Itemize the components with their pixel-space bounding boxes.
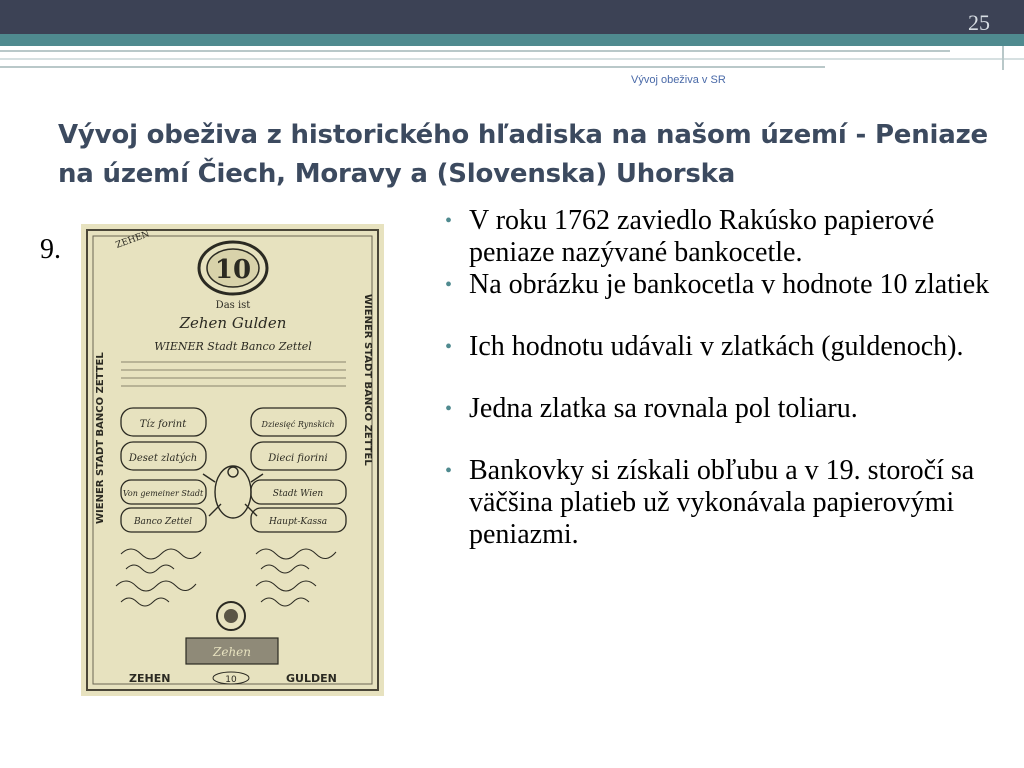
bullet-item [443, 393, 1003, 425]
banknote-image [81, 224, 384, 696]
decor-line [0, 50, 950, 52]
bullet-icon: • [445, 274, 453, 296]
item-number: 9. [40, 234, 61, 265]
banknote-box2: Dziesięć Rynskich [261, 420, 335, 429]
slide-footer-title: Vývoj obeživa v SR [631, 74, 726, 86]
banknote-bottom-right: GULDEN [286, 672, 337, 685]
banknote-denomination: 10 [214, 255, 252, 285]
bullet-text: Bankovky si získali obľubu a v 19. storočí sa väčšina platieb už vykonávala papierovými peniazmi. [469, 455, 975, 550]
banknote-plate-text: Zehen [213, 645, 251, 659]
bullet-item [443, 205, 1003, 269]
bullet-text: Jedna zlatka sa rovnala pol toliaru. [469, 393, 858, 424]
banknote-box5: Von gemeiner Stadt [122, 489, 204, 498]
banknote-line3: WIENER Stadt Banco Zettel [154, 340, 312, 353]
decor-line [0, 58, 1024, 60]
bullet-item [443, 269, 1003, 301]
banknote-bottom-left: ZEHEN [129, 672, 171, 685]
decor-line [0, 66, 825, 68]
slide-top-bar [0, 0, 1024, 34]
bullet-icon: • [445, 398, 453, 420]
banknote-box8: Haupt-Kassa [268, 517, 328, 527]
bullet-text: V roku 1762 zaviedlo Rakúsko papierové peniaze nazývané bankocetle. [469, 205, 935, 268]
banknote-line2: Zehen Gulden [179, 314, 287, 332]
slide-title: Vývoj obeživa z historického hľadiska na našom území - Peniaze na území Čiech, Moravy a (Slovenska) Uhorska [58, 120, 988, 189]
banknote-line1: Das ist [215, 300, 251, 311]
bullet-text: Ich hodnotu udávali v zlatkách (guldenoch). [469, 331, 964, 362]
bullet-text: Na obrázku je bankocetla v hodnote 10 zlatiek [469, 269, 990, 300]
banknote-box1: Tíz forint [139, 419, 187, 430]
bullet-item [443, 331, 1003, 363]
banknote-bottom-mid: 10 [225, 675, 237, 685]
slide-accent-band [0, 34, 1024, 46]
bullet-icon: • [445, 210, 453, 232]
bullet-item [443, 455, 1003, 551]
banknote-right-margin: WIENER STADT BANCO ZETTEL [362, 294, 373, 466]
banknote-top-label: ZEHEN [114, 229, 152, 251]
banknote-left-margin: WIENER STADT BANCO ZETTEL [95, 352, 106, 524]
bullet-icon: • [445, 336, 453, 358]
banknote-box6: Stadt Wien [272, 489, 324, 499]
bullet-list [443, 205, 1003, 551]
bullet-icon: • [445, 460, 453, 482]
banknote-box7: Banco Zettel [133, 517, 193, 527]
banknote-box4: Dieci fiorini [268, 453, 328, 464]
banknote-box3: Deset zlatých [128, 453, 198, 464]
slide-number: 25 [968, 10, 990, 35]
decor-vertical-line [1002, 46, 1004, 70]
